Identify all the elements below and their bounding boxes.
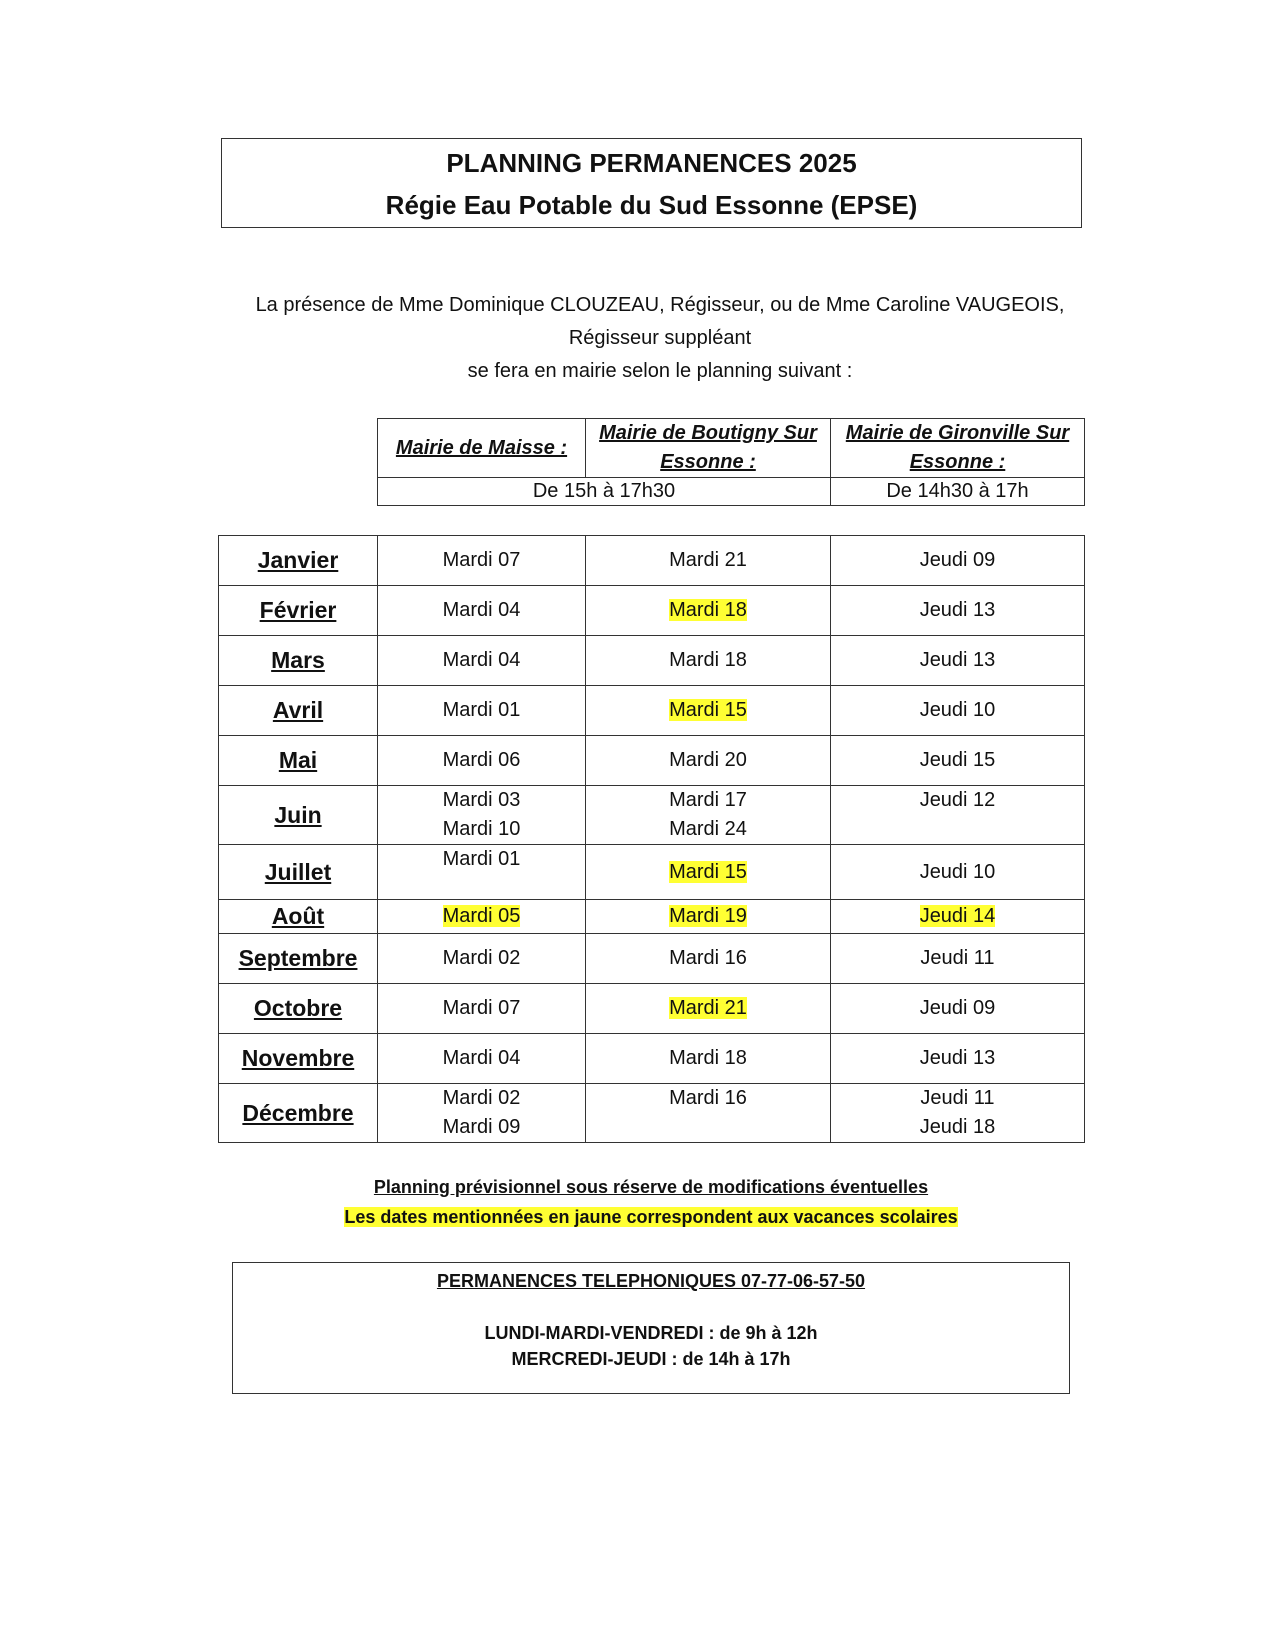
month-label: Octobre	[219, 984, 378, 1034]
month-label: Mars	[219, 636, 378, 686]
month-label: Janvier	[219, 536, 378, 586]
date-line: Jeudi 18	[919, 1116, 996, 1138]
date-cell	[586, 786, 831, 845]
date-cell: Jeudi 10	[831, 845, 1085, 900]
date-cell: Jeudi 09	[831, 536, 1085, 586]
date-cell: Jeudi 12	[831, 786, 1085, 845]
date-cell: Mardi 18	[586, 1034, 831, 1084]
yellow-legend: Les dates mentionnées en jaune correspondent aux vacances scolaires	[344, 1207, 958, 1227]
table-row	[219, 900, 1085, 934]
holiday-date: Jeudi 14	[919, 905, 996, 927]
date-cell: Mardi 04	[378, 586, 586, 636]
date-cell: Mardi 07	[378, 536, 586, 586]
month-label: Avril	[219, 686, 378, 736]
table-row	[219, 686, 1085, 736]
phone-hours-1: LUNDI-MARDI-VENDREDI : de 9h à 12h	[484, 1323, 818, 1343]
date-cell: Mardi 20	[586, 736, 831, 786]
month-label: Mai	[219, 736, 378, 786]
date-cell: Mardi 04	[378, 636, 586, 686]
date-line: Mardi 24	[669, 818, 747, 840]
date-cell: Mardi 06	[378, 736, 586, 786]
date-cell: Mardi 01	[378, 845, 586, 900]
date-cell: Jeudi 09	[831, 984, 1085, 1034]
date-cell: Mardi 21	[586, 536, 831, 586]
date-cell	[586, 900, 831, 934]
page-title: PLANNING PERMANENCES 2025	[446, 148, 857, 178]
date-cell	[378, 786, 586, 845]
table-row	[219, 934, 1085, 984]
header-mairie-maisse: Mairie de Maisse :	[378, 419, 586, 478]
phone-box	[232, 1262, 1070, 1394]
date-cell	[586, 984, 831, 1034]
date-cell: Mardi 04	[378, 1034, 586, 1084]
date-line: Mardi 10	[442, 818, 521, 840]
date-cell: Jeudi 13	[831, 1034, 1085, 1084]
title-box	[221, 138, 1082, 228]
date-line: Mardi 17	[669, 789, 747, 811]
intro-line-2: Régisseur suppléant	[568, 327, 752, 349]
provisional-note: Planning prévisionnel sous réserve de modifications éventuelles	[373, 1177, 929, 1197]
date-line: Mardi 03	[442, 789, 521, 811]
hours-maisse-boutigny: De 15h à 17h30	[378, 478, 831, 506]
date-cell: Mardi 07	[378, 984, 586, 1034]
table-row	[219, 984, 1085, 1034]
phone-title: PERMANENCES TELEPHONIQUES 07-77-06-57-50	[436, 1271, 866, 1291]
date-cell: Jeudi 10	[831, 686, 1085, 736]
date-cell: Mardi 01	[378, 686, 586, 736]
holiday-date: Mardi 05	[442, 905, 521, 927]
mairie-header-table	[377, 418, 1085, 506]
table-row	[219, 1084, 1085, 1143]
table-row	[219, 736, 1085, 786]
table-row	[219, 536, 1085, 586]
date-cell	[378, 1084, 586, 1143]
month-label: Février	[219, 586, 378, 636]
month-label: Août	[219, 900, 378, 934]
date-line: Mardi 09	[442, 1116, 521, 1138]
holiday-date: Mardi 15	[669, 699, 747, 721]
schedule-table	[218, 535, 1085, 1143]
intro-line-3: se fera en mairie selon le planning suivant :	[467, 360, 853, 382]
hours-gironville: De 14h30 à 17h	[831, 478, 1085, 506]
holiday-date: Mardi 18	[669, 599, 747, 621]
table-row	[219, 786, 1085, 845]
date-cell: Jeudi 15	[831, 736, 1085, 786]
month-label: Juin	[219, 786, 378, 845]
holiday-date: Mardi 19	[669, 905, 747, 927]
date-cell: Mardi 16	[586, 1084, 831, 1143]
phone-hours-2: MERCREDI-JEUDI : de 14h à 17h	[511, 1349, 791, 1369]
date-cell: Jeudi 13	[831, 636, 1085, 686]
header-mairie-gironville: Mairie de Gironville Sur Essonne :	[831, 419, 1085, 478]
date-cell	[831, 1084, 1085, 1143]
intro-text	[230, 289, 1090, 388]
table-row	[219, 586, 1085, 636]
month-label: Juillet	[219, 845, 378, 900]
date-cell: Jeudi 13	[831, 586, 1085, 636]
header-mairie-boutigny: Mairie de Boutigny Sur Essonne :	[586, 419, 831, 478]
notes	[218, 1172, 1084, 1232]
date-line: Jeudi 11	[920, 1087, 995, 1109]
date-cell: Mardi 16	[586, 934, 831, 984]
page-subtitle: Régie Eau Potable du Sud Essonne (EPSE)	[385, 190, 918, 220]
date-cell	[378, 900, 586, 934]
date-cell: Jeudi 11	[831, 934, 1085, 984]
holiday-date: Mardi 15	[669, 860, 747, 883]
table-row	[219, 1034, 1085, 1084]
date-cell: Mardi 02	[378, 934, 586, 984]
table-row	[219, 845, 1085, 900]
month-label: Décembre	[219, 1084, 378, 1143]
date-cell	[831, 900, 1085, 934]
date-line: Mardi 02	[442, 1087, 521, 1109]
date-cell: Mardi 18	[586, 636, 831, 686]
month-label: Novembre	[219, 1034, 378, 1084]
date-cell	[586, 586, 831, 636]
intro-line-1: La présence de Mme Dominique CLOUZEAU, Régisseur, ou de Mme Caroline VAUGEOIS,	[255, 294, 1065, 316]
holiday-date: Mardi 21	[669, 997, 747, 1019]
date-cell	[586, 845, 831, 900]
date-cell	[586, 686, 831, 736]
month-label: Septembre	[219, 934, 378, 984]
table-row	[219, 636, 1085, 686]
